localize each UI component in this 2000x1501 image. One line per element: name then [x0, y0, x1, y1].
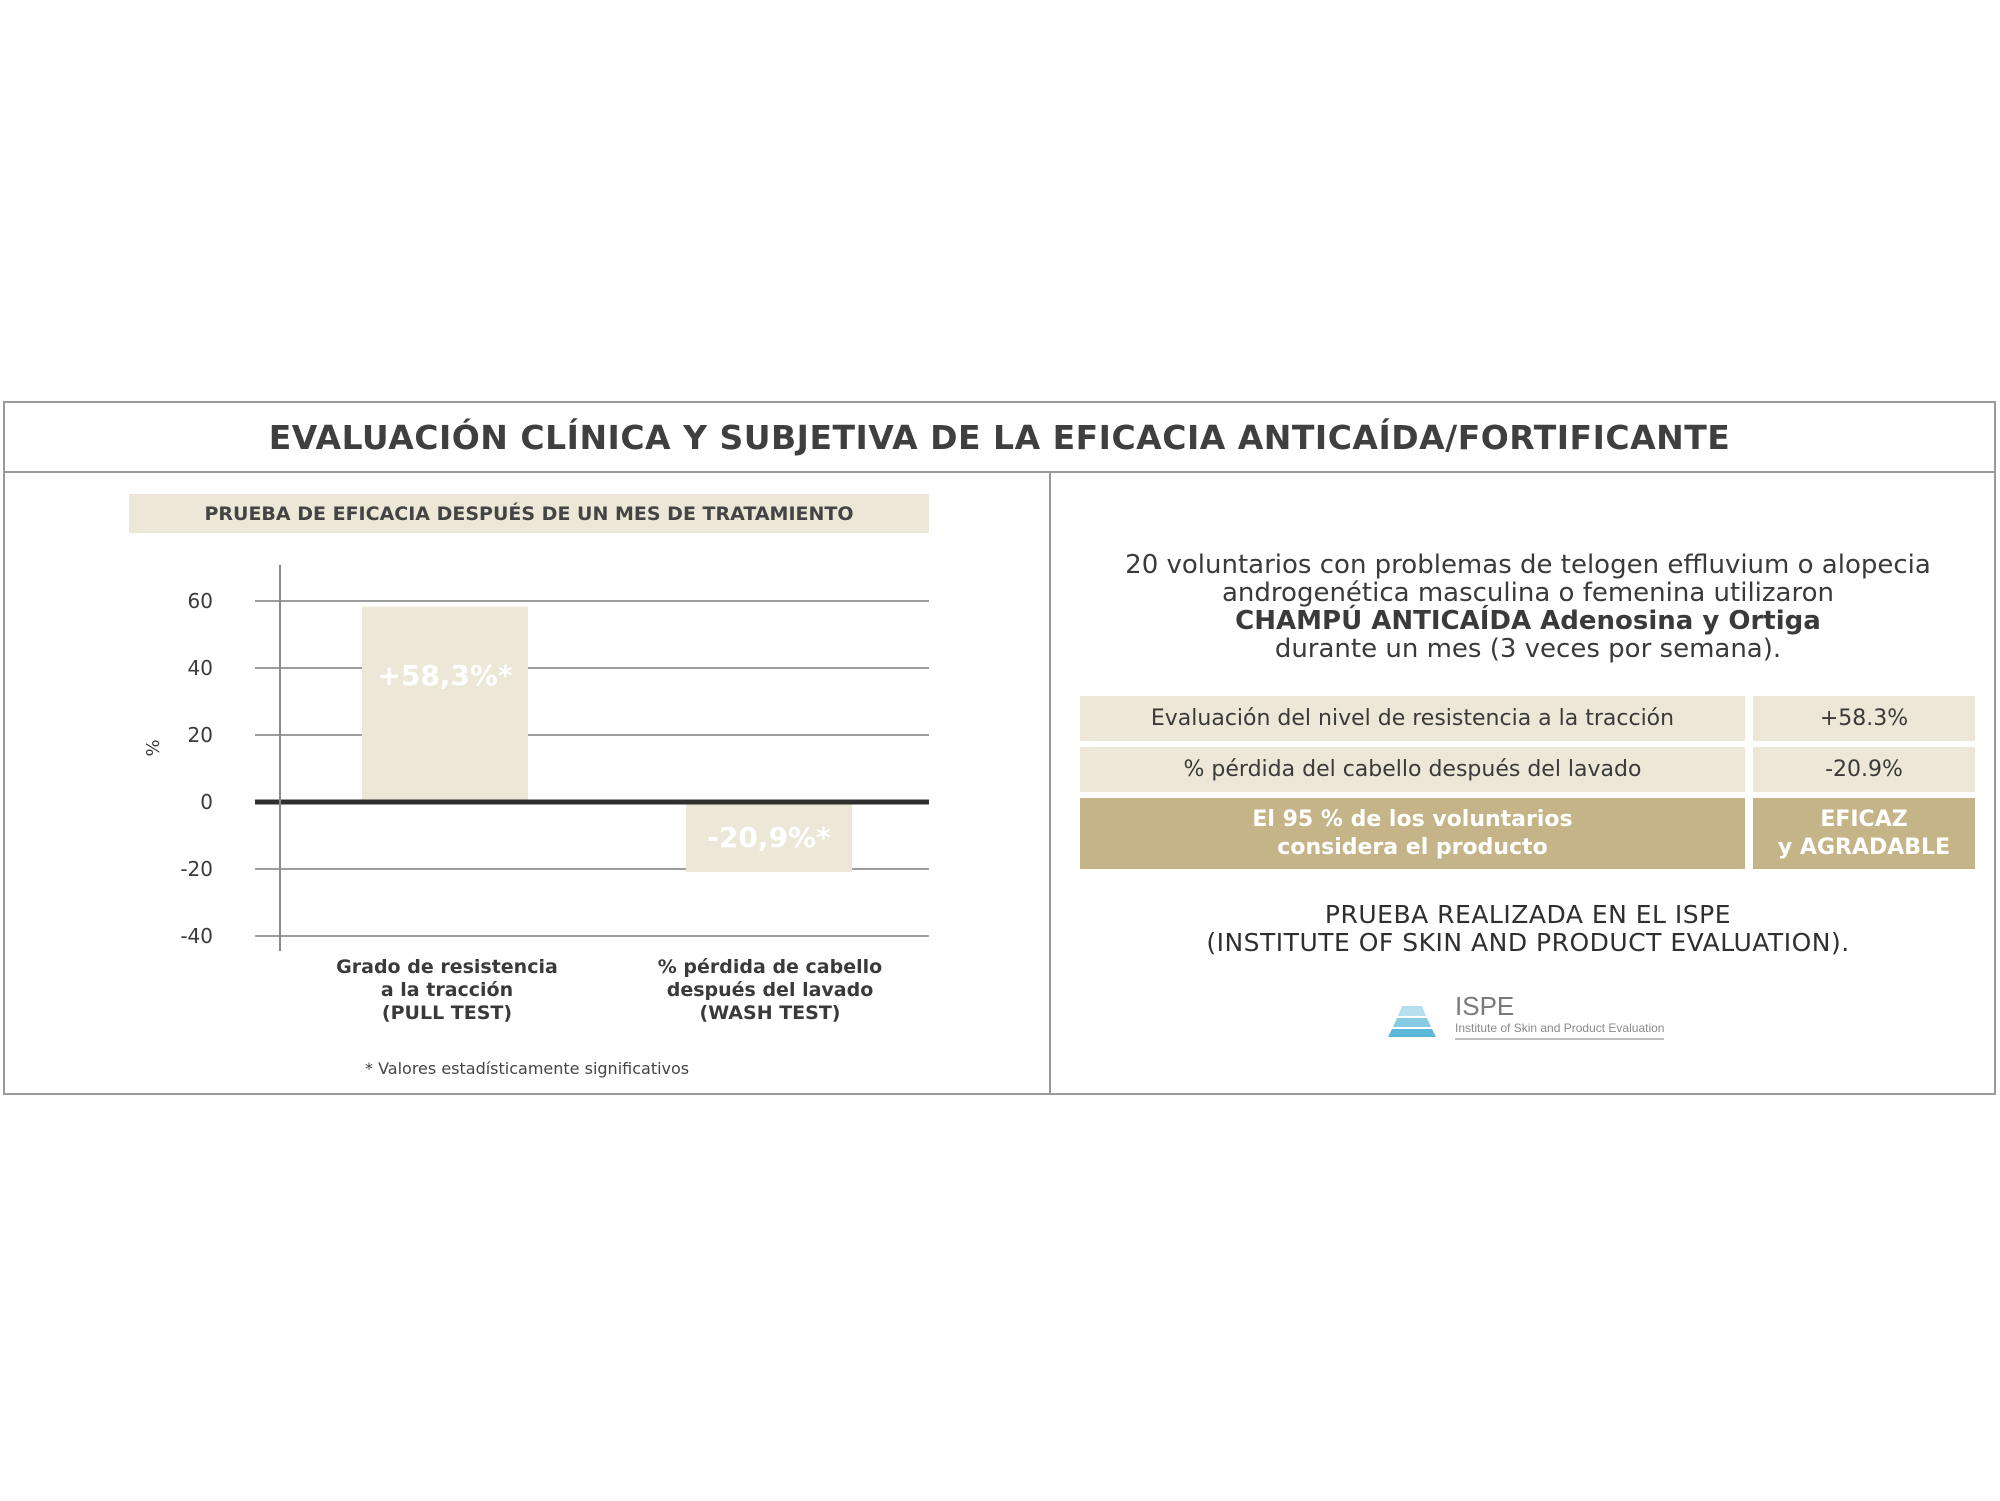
highlight-label-line: El 95 % de los voluntarios [1252, 806, 1573, 832]
logo-name: ISPE [1455, 991, 1515, 1021]
highlight-value [1753, 798, 1975, 869]
ispe-logo-icon [1380, 995, 1440, 1045]
y-tick-label: 60 [187, 589, 213, 613]
page-title: EVALUACIÓN CLÍNICA Y SUBJETIVA DE LA EFICACIA ANTICAÍDA/FORTIFICANTE [268, 417, 1731, 457]
source-statement [1083, 901, 1973, 957]
chart-bars [362, 607, 852, 872]
y-tick-label: 0 [200, 790, 213, 814]
highlight-row [1080, 798, 1975, 869]
description-line: durante un mes (3 veces por semana). [1274, 634, 1782, 664]
bar-data-label: +58,3%* [377, 659, 513, 693]
result-label: Evaluación del nivel de resistencia a la tracción [1080, 696, 1745, 741]
x-category-label-pull-test [317, 956, 577, 1025]
source-line: PRUEBA REALIZADA EN EL ISPE [1324, 900, 1732, 929]
category-line: Grado de resistencia [336, 956, 558, 978]
chart-gridlines [255, 601, 929, 936]
table-row [1080, 747, 1975, 792]
source-line: (INSTITUTE OF SKIN AND PRODUCT EVALUATION). [1206, 928, 1850, 957]
results-table [1080, 696, 1975, 875]
y-tick-label: -20 [180, 857, 213, 881]
result-value: +58.3% [1753, 696, 1975, 741]
ispe-logo [1380, 991, 1680, 1051]
y-axis-label: % [143, 739, 164, 757]
x-category-label-wash-test [640, 956, 900, 1025]
description-line: 20 voluntarios con problemas de telogen effluvium o alopecia [1125, 550, 1931, 580]
footnote: * Valores estadísticamente significativos [365, 1059, 690, 1078]
highlight-value-line: EFICAZ [1820, 806, 1908, 832]
description-line: androgenética masculina o femenina utilizaron [1222, 578, 1834, 608]
logo-tagline: Institute of Skin and Product Evaluation [1455, 1021, 1664, 1040]
logo-stripe [1398, 1006, 1426, 1016]
y-tick-label: 40 [187, 656, 213, 680]
study-description [1083, 551, 1973, 663]
bar [362, 607, 528, 802]
evaluation-panel [3, 401, 1996, 1095]
y-tick-label: -40 [180, 924, 213, 948]
result-label: % pérdida del cabello después del lavado [1080, 747, 1745, 792]
column-divider [1049, 473, 1051, 1095]
table-row [1080, 696, 1975, 741]
logo-stripe [1388, 1029, 1436, 1037]
category-line: a la tracción [380, 979, 514, 1001]
highlight-value-line: y AGRADABLE [1777, 834, 1951, 860]
bar-data-label: -20,9%* [707, 821, 831, 855]
y-tick-label: 20 [187, 723, 213, 747]
category-line: después del lavado [666, 979, 874, 1001]
highlight-label [1080, 798, 1745, 869]
result-value: -20.9% [1753, 747, 1975, 792]
chart-title: PRUEBA DE EFICACIA DESPUÉS DE UN MES DE TRATAMIENTO [129, 494, 929, 533]
category-line: (WASH TEST) [699, 1002, 841, 1024]
logo-stripe [1393, 1018, 1431, 1027]
highlight-label-line: considera el producto [1277, 834, 1548, 860]
category-line: (PULL TEST) [381, 1002, 513, 1024]
chart-axes [180, 565, 929, 951]
product-name: CHAMPÚ ANTICAÍDA Adenosina y Ortiga [1235, 606, 1821, 636]
category-line: % pérdida de cabello [657, 956, 883, 978]
